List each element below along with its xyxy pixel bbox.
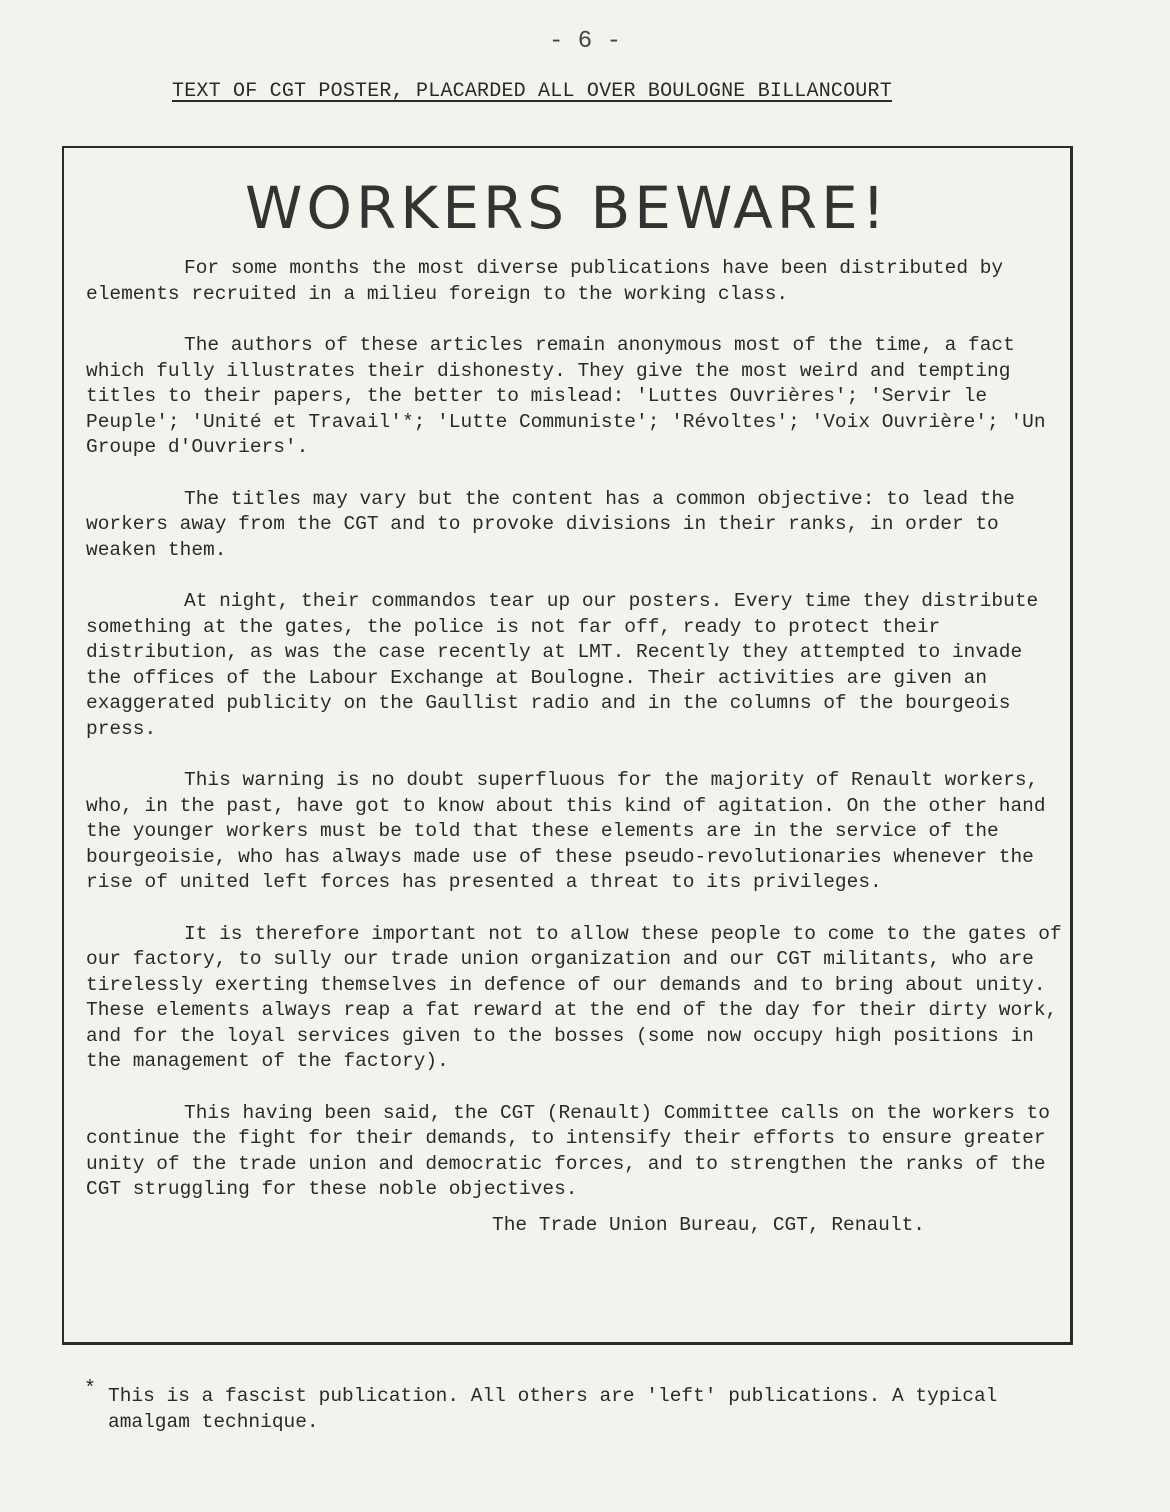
paragraph: This warning is no doubt superfluous for the majority of Renault workers, who, in the past, have got to know about this kind of agitation. On the other hand the younger workers must be told that these elements are in the service of the bourgeoisie, who has always made use of these pseudo-revolutionaries whenever the rise of united left forces has presented a threat to its privileges. (86, 769, 1046, 893)
paragraph: This having been said, the CGT (Renault) Committee calls on the workers to continue the fight for their demands, to intensify their efforts to ensure greater unity of the trade union and democratic forces, and to strengthen the ranks of the CGT struggling for these noble objectives. (86, 1101, 1050, 1200)
footnote-text: This is a fascist publication. All others are 'left' publications. A typical amalgam technique. (108, 1385, 998, 1433)
document-header: TEXT OF CGT POSTER, PLACARDED ALL OVER BOULOGNE BILLANCOURT (172, 80, 892, 103)
poster-frame (62, 146, 1073, 1345)
paragraph: At night, their commandos tear up our posters. Every time they distribute something at the gates, the police is not far off, ready to protect their distribution, as was the case recently at LMT. Recently they attempted to invade the offices of the Labour Exchange at Boulogne. Their activities are given an exaggerated publicity on the Gaullist radio and in the columns of the bourgeois press. (86, 590, 1039, 740)
paragraph: The titles may vary but the content has a common objective: to lead the workers away from the CGT and to provoke divisions in their ranks, in order to weaken them. (86, 487, 1015, 561)
page-number: - 6 - (548, 28, 621, 55)
signature: The Trade Union Bureau, CGT, Renault. (492, 1213, 925, 1236)
poster-body (86, 256, 1066, 1238)
poster-heading: WORKERS BEWARE! (244, 174, 890, 242)
footnote-marker: * (84, 1378, 97, 1401)
paragraph: It is therefore important not to allow these people to come to the gates of our factory, to sully our trade union organization and our CGT militants, who are tirelessly exerting themselves in defence of our demands and to bring about unity. These elements always reap a fat reward at the end of the day for their dirty work, and for the loyal services given to the bosses (some now occupy high positions in the management of the factory). (86, 922, 1062, 1072)
paragraph: For some months the most diverse publications have been distributed by elements recruited in a milieu foreign to the working class. (86, 257, 1004, 305)
paragraph: The authors of these articles remain anonymous most of the time, a fact which fully illustrates their dishonesty. They give the most weird and tempting titles to their papers, the better to mislead: 'Luttes Ouvrières'; 'Servir le Peuple'; 'Unité et Travail'*; 'Lutte Communiste'; 'Révoltes'; 'Voix Ouvrière'; 'Un Groupe d'Ouvriers'. (86, 334, 1046, 458)
